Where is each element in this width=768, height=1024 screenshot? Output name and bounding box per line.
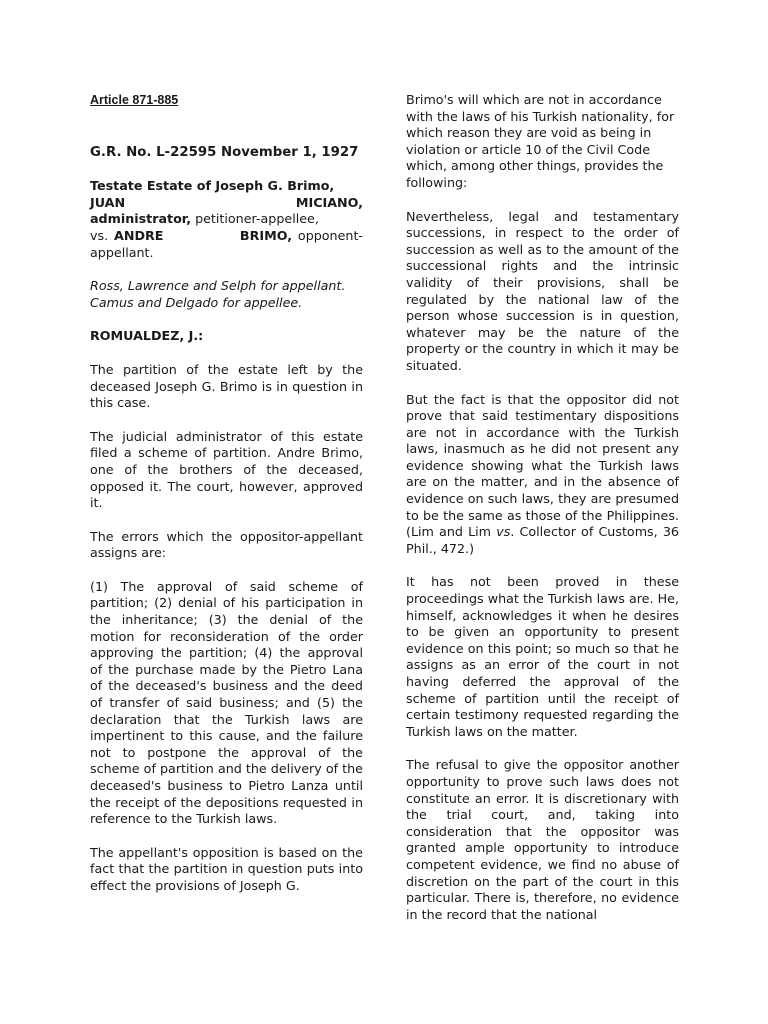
counsel-appellant: Ross, Lawrence and Selph for appellant. xyxy=(90,278,346,294)
party-miciano: MICIANO, xyxy=(295,194,363,210)
party-brimo: BRIMO, xyxy=(239,227,293,243)
petitioner-label: petitioner-appellee, xyxy=(191,211,319,227)
vs-italic: vs xyxy=(496,524,511,540)
right-column xyxy=(406,92,679,940)
administrator-label: administrator, xyxy=(90,211,192,227)
paragraph-text: . Collector of Customs, 36 Phil., 472.) xyxy=(406,524,679,556)
paragraph: The judicial administrator of this estate filed a scheme of partition. Andre Brimo, one of the brothers of the deceased, opposed it. The court, however, approved it. xyxy=(90,428,363,511)
party-juan: JUAN xyxy=(90,194,126,210)
paragraph: (1) The approval of said scheme of partition; (2) denial of his participation in the inheritance; (3) the denial of the motion for reconsideration of the order approving the partition; (4) the approval of the purchase made by the Pietro Lana of the deceased's business and the deed of transfer of said business; and (5) the declaration that the Turkish laws are impertinent to this cause, and the failure not to postpone the approval of the scheme of partition and the delivery of the deceased's business to Pietro Lanza until the receipt of the depositions requested in reference to the Turkish laws. xyxy=(90,578,363,827)
paragraph-text: But the fact is that the oppositor did not prove that said testimentary dispositions are not in accordance with the Turkish laws, inasmuch as he did not present any evidence showing what the Turkish laws are on the matter, and in the absence of evidence on such laws, they are presumed to be the same as those of the Philippines. (Lim and Lim xyxy=(406,391,679,540)
vs-label: vs. xyxy=(90,227,115,243)
paragraph: Brimo's will which are not in accordance with the laws of his Turkish nationality, for which reason they are void as being in violation or article 10 of the Civil Code which, among other things, provides the following: xyxy=(406,92,675,190)
case-title xyxy=(90,178,363,261)
counsel-appellee: Camus and Delgado for appellee. xyxy=(90,294,303,310)
article-heading: Article 871-885 xyxy=(90,93,179,107)
left-column xyxy=(90,92,363,912)
case-number: G.R. No. L-22595 November 1, 1927 xyxy=(90,144,359,160)
paragraph: It has not been proved in these proceedings what the Turkish laws are. He, himself, acknowledges it when he desires to be given an opportunity to present evidence on this point; so much so that he assigns as an error of the court in not having deferred the approval of the scheme of partition until the receipt of certain testimony requested regarding the Turkish laws on the matter. xyxy=(406,574,679,739)
party-andre: ANDRE xyxy=(114,227,164,243)
paragraph: The partition of the estate left by the deceased Joseph G. Brimo is in question in this case. xyxy=(90,361,363,411)
judge-name: ROMUALDEZ, J.: xyxy=(90,328,204,344)
paragraph xyxy=(406,392,679,558)
paragraph: The refusal to give the oppositor another opportunity to prove such laws does not constitute an error. It is discretionary with the trial court, and, taking into consideration that the oppositor was granted ample opportunity to introduce competent evidence, we find no abuse of discretion on the part of the court in this particular. There is, therefore, no evidence in the record that the national xyxy=(406,757,679,922)
juan-miciano-line xyxy=(90,195,363,212)
counsel-block xyxy=(90,278,363,311)
estate-name: Testate Estate of Joseph G. Brimo, xyxy=(90,178,335,194)
quoted-article: Nevertheless, legal and testamentary successions, in respect to the order of succession as well as to the amount of the successional rights and the intrinsic validity of their provisions, shall be regulated by the national law of the person whose succession is in question, whatever may be the nature of the property or the country in which it may be situated. xyxy=(406,208,679,373)
opponent-label: opponent-appellant. xyxy=(90,227,364,260)
paragraph: The appellant's opposition is based on the fact that the partition in question puts into effect the provisions of Joseph G. xyxy=(90,844,363,893)
paragraph: The errors which the oppositor-appellant assigns are: xyxy=(90,528,363,561)
